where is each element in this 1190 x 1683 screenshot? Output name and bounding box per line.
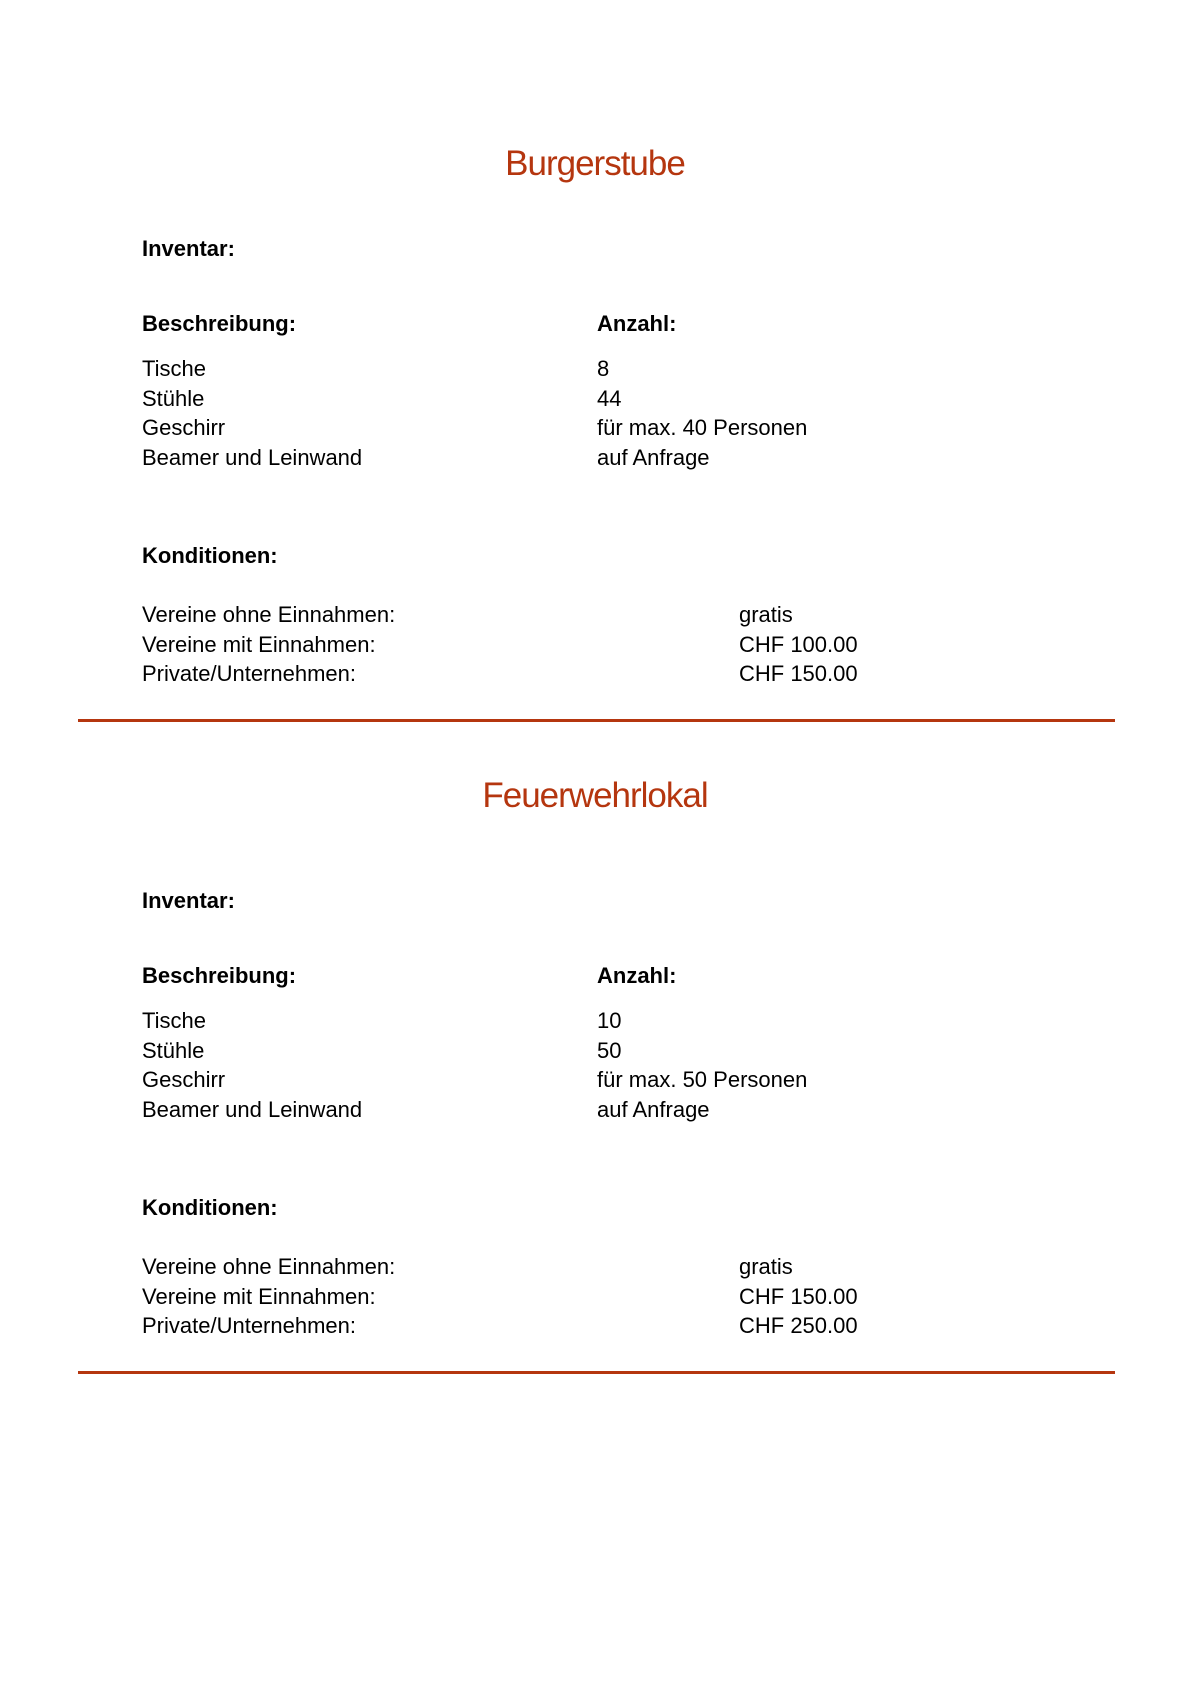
- condition-name: Vereine ohne Einnahmen:: [142, 1254, 396, 1279]
- condition-price: CHF 150.00: [739, 1284, 858, 1309]
- condition-name: Vereine ohne Einnahmen:: [142, 602, 396, 627]
- inventory-label: Inventar:: [142, 888, 235, 913]
- condition-name: Private/Unternehmen:: [142, 661, 356, 686]
- inventory-label: Inventar:: [142, 236, 235, 261]
- section-divider: [78, 1371, 1115, 1374]
- condition-name: Private/Unternehmen:: [142, 1313, 356, 1338]
- inventory-item-description: Tische: [142, 356, 206, 381]
- condition-price: gratis: [739, 1254, 793, 1279]
- condition-name: Vereine mit Einnahmen:: [142, 632, 376, 657]
- inventory-item-quantity: 44: [597, 386, 622, 411]
- condition-price: CHF 100.00: [739, 632, 858, 657]
- condition-name: Vereine mit Einnahmen:: [142, 1284, 376, 1309]
- condition-price: CHF 150.00: [739, 661, 858, 686]
- inventory-item-description: Geschirr: [142, 415, 226, 440]
- inventory-item-quantity: 50: [597, 1038, 622, 1063]
- inventory-item-description: Stühle: [142, 1038, 205, 1063]
- description-column-header: Beschreibung:: [142, 311, 297, 336]
- inventory-item-quantity: 8: [597, 356, 610, 381]
- inventory-item-description: Beamer und Leinwand: [142, 1097, 363, 1122]
- description-column-header: Beschreibung:: [142, 963, 297, 988]
- venue-title: Burgerstube: [505, 144, 685, 183]
- section-divider: [78, 719, 1115, 722]
- quantity-column-header: Anzahl:: [597, 963, 677, 988]
- venue-title: Feuerwehrlokal: [482, 776, 708, 815]
- inventory-item-description: Stühle: [142, 386, 205, 411]
- inventory-item-quantity: auf Anfrage: [597, 1097, 710, 1122]
- inventory-item-quantity: 10: [597, 1008, 622, 1033]
- conditions-label: Konditionen:: [142, 1195, 278, 1220]
- condition-price: gratis: [739, 602, 793, 627]
- inventory-item-description: Tische: [142, 1008, 206, 1033]
- quantity-column-header: Anzahl:: [597, 311, 677, 336]
- conditions-label: Konditionen:: [142, 543, 278, 568]
- inventory-item-description: Beamer und Leinwand: [142, 445, 363, 470]
- condition-price: CHF 250.00: [739, 1313, 858, 1338]
- inventory-item-quantity: für max. 40 Personen: [597, 415, 808, 440]
- inventory-item-description: Geschirr: [142, 1067, 226, 1092]
- inventory-item-quantity: für max. 50 Personen: [597, 1067, 808, 1092]
- inventory-item-quantity: auf Anfrage: [597, 445, 710, 470]
